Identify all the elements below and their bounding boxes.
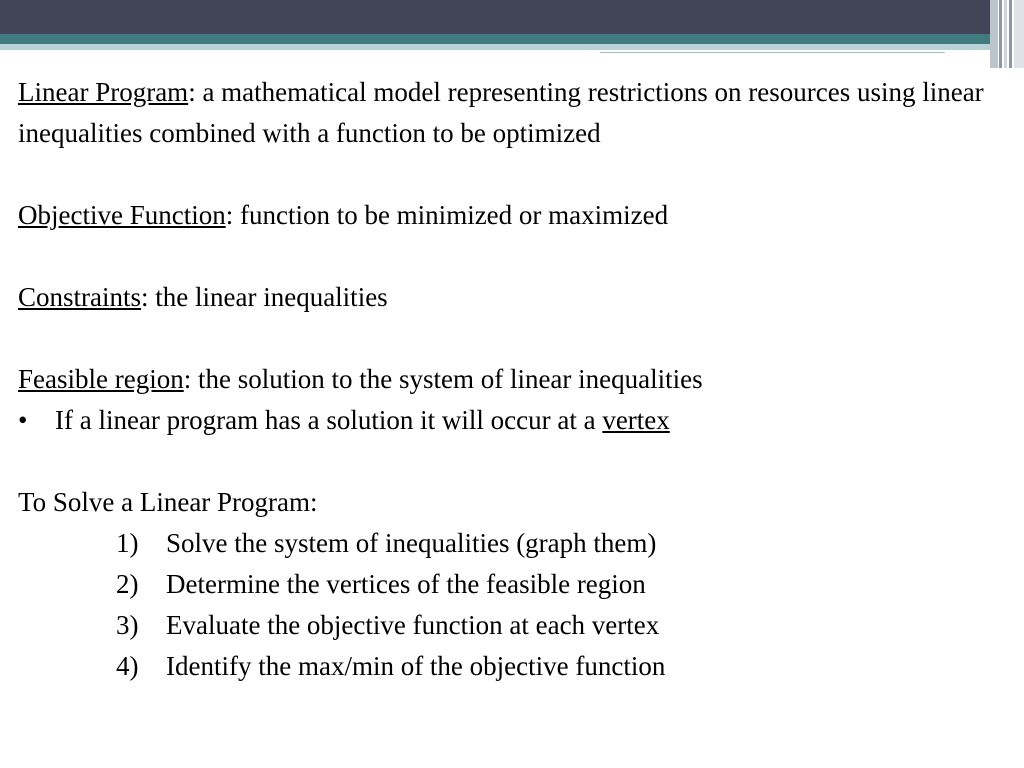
header-teal-band	[0, 34, 990, 44]
header-light-band	[0, 44, 990, 50]
bullet-icon: •	[18, 405, 28, 435]
definition-term: Linear Program	[18, 77, 189, 107]
step-number: 3)	[116, 610, 139, 640]
step-item	[18, 564, 1008, 605]
definition-text: : a mathematical model representing restrictions on resources using linear inequalities combined with a function to be optimized	[18, 77, 984, 148]
definition-linear-program	[18, 72, 1008, 154]
definition-term: Constraints	[18, 282, 142, 312]
corner-stripe	[990, 0, 998, 68]
step-text: Solve the system of inequalities (graph them)	[166, 528, 657, 558]
step-text: Determine the vertices of the feasible region	[166, 569, 646, 599]
step-item	[18, 646, 1008, 687]
definition-text: : function to be minimized or maximized	[225, 200, 669, 230]
definition-text: : the solution to the system of linear inequalities	[183, 364, 703, 394]
definition-constraints	[18, 277, 1008, 318]
bullet-term: vertex	[602, 405, 670, 435]
bullet-sentence: If a linear program has a solution it will occur at a	[55, 405, 603, 435]
definition-term: Objective Function	[18, 200, 226, 230]
solve-steps	[18, 523, 1008, 687]
definition-term: Feasible region	[18, 364, 184, 394]
solve-heading: To Solve a Linear Program:	[18, 487, 318, 517]
step-text: Evaluate the objective function at each vertex	[166, 610, 660, 640]
corner-stripe	[1009, 0, 1012, 68]
definition-feasible-region	[18, 359, 1008, 400]
step-number: 4)	[116, 651, 139, 681]
bullet-item	[18, 400, 1008, 441]
corner-stripe	[1014, 0, 1024, 68]
step-number: 1)	[116, 528, 139, 558]
definition-objective-function	[18, 195, 1008, 236]
step-item	[18, 523, 1008, 564]
corner-stripe	[999, 0, 1002, 68]
header-dark-band	[0, 0, 990, 34]
step-text: Identify the max/min of the objective function	[166, 651, 666, 681]
definition-text: : the linear inequalities	[141, 282, 388, 312]
header-thin-line	[600, 52, 945, 53]
corner-stripe	[1004, 0, 1007, 68]
step-number: 2)	[116, 569, 139, 599]
bullet-text	[55, 400, 670, 441]
slide-body	[18, 72, 1008, 687]
step-item	[18, 605, 1008, 646]
